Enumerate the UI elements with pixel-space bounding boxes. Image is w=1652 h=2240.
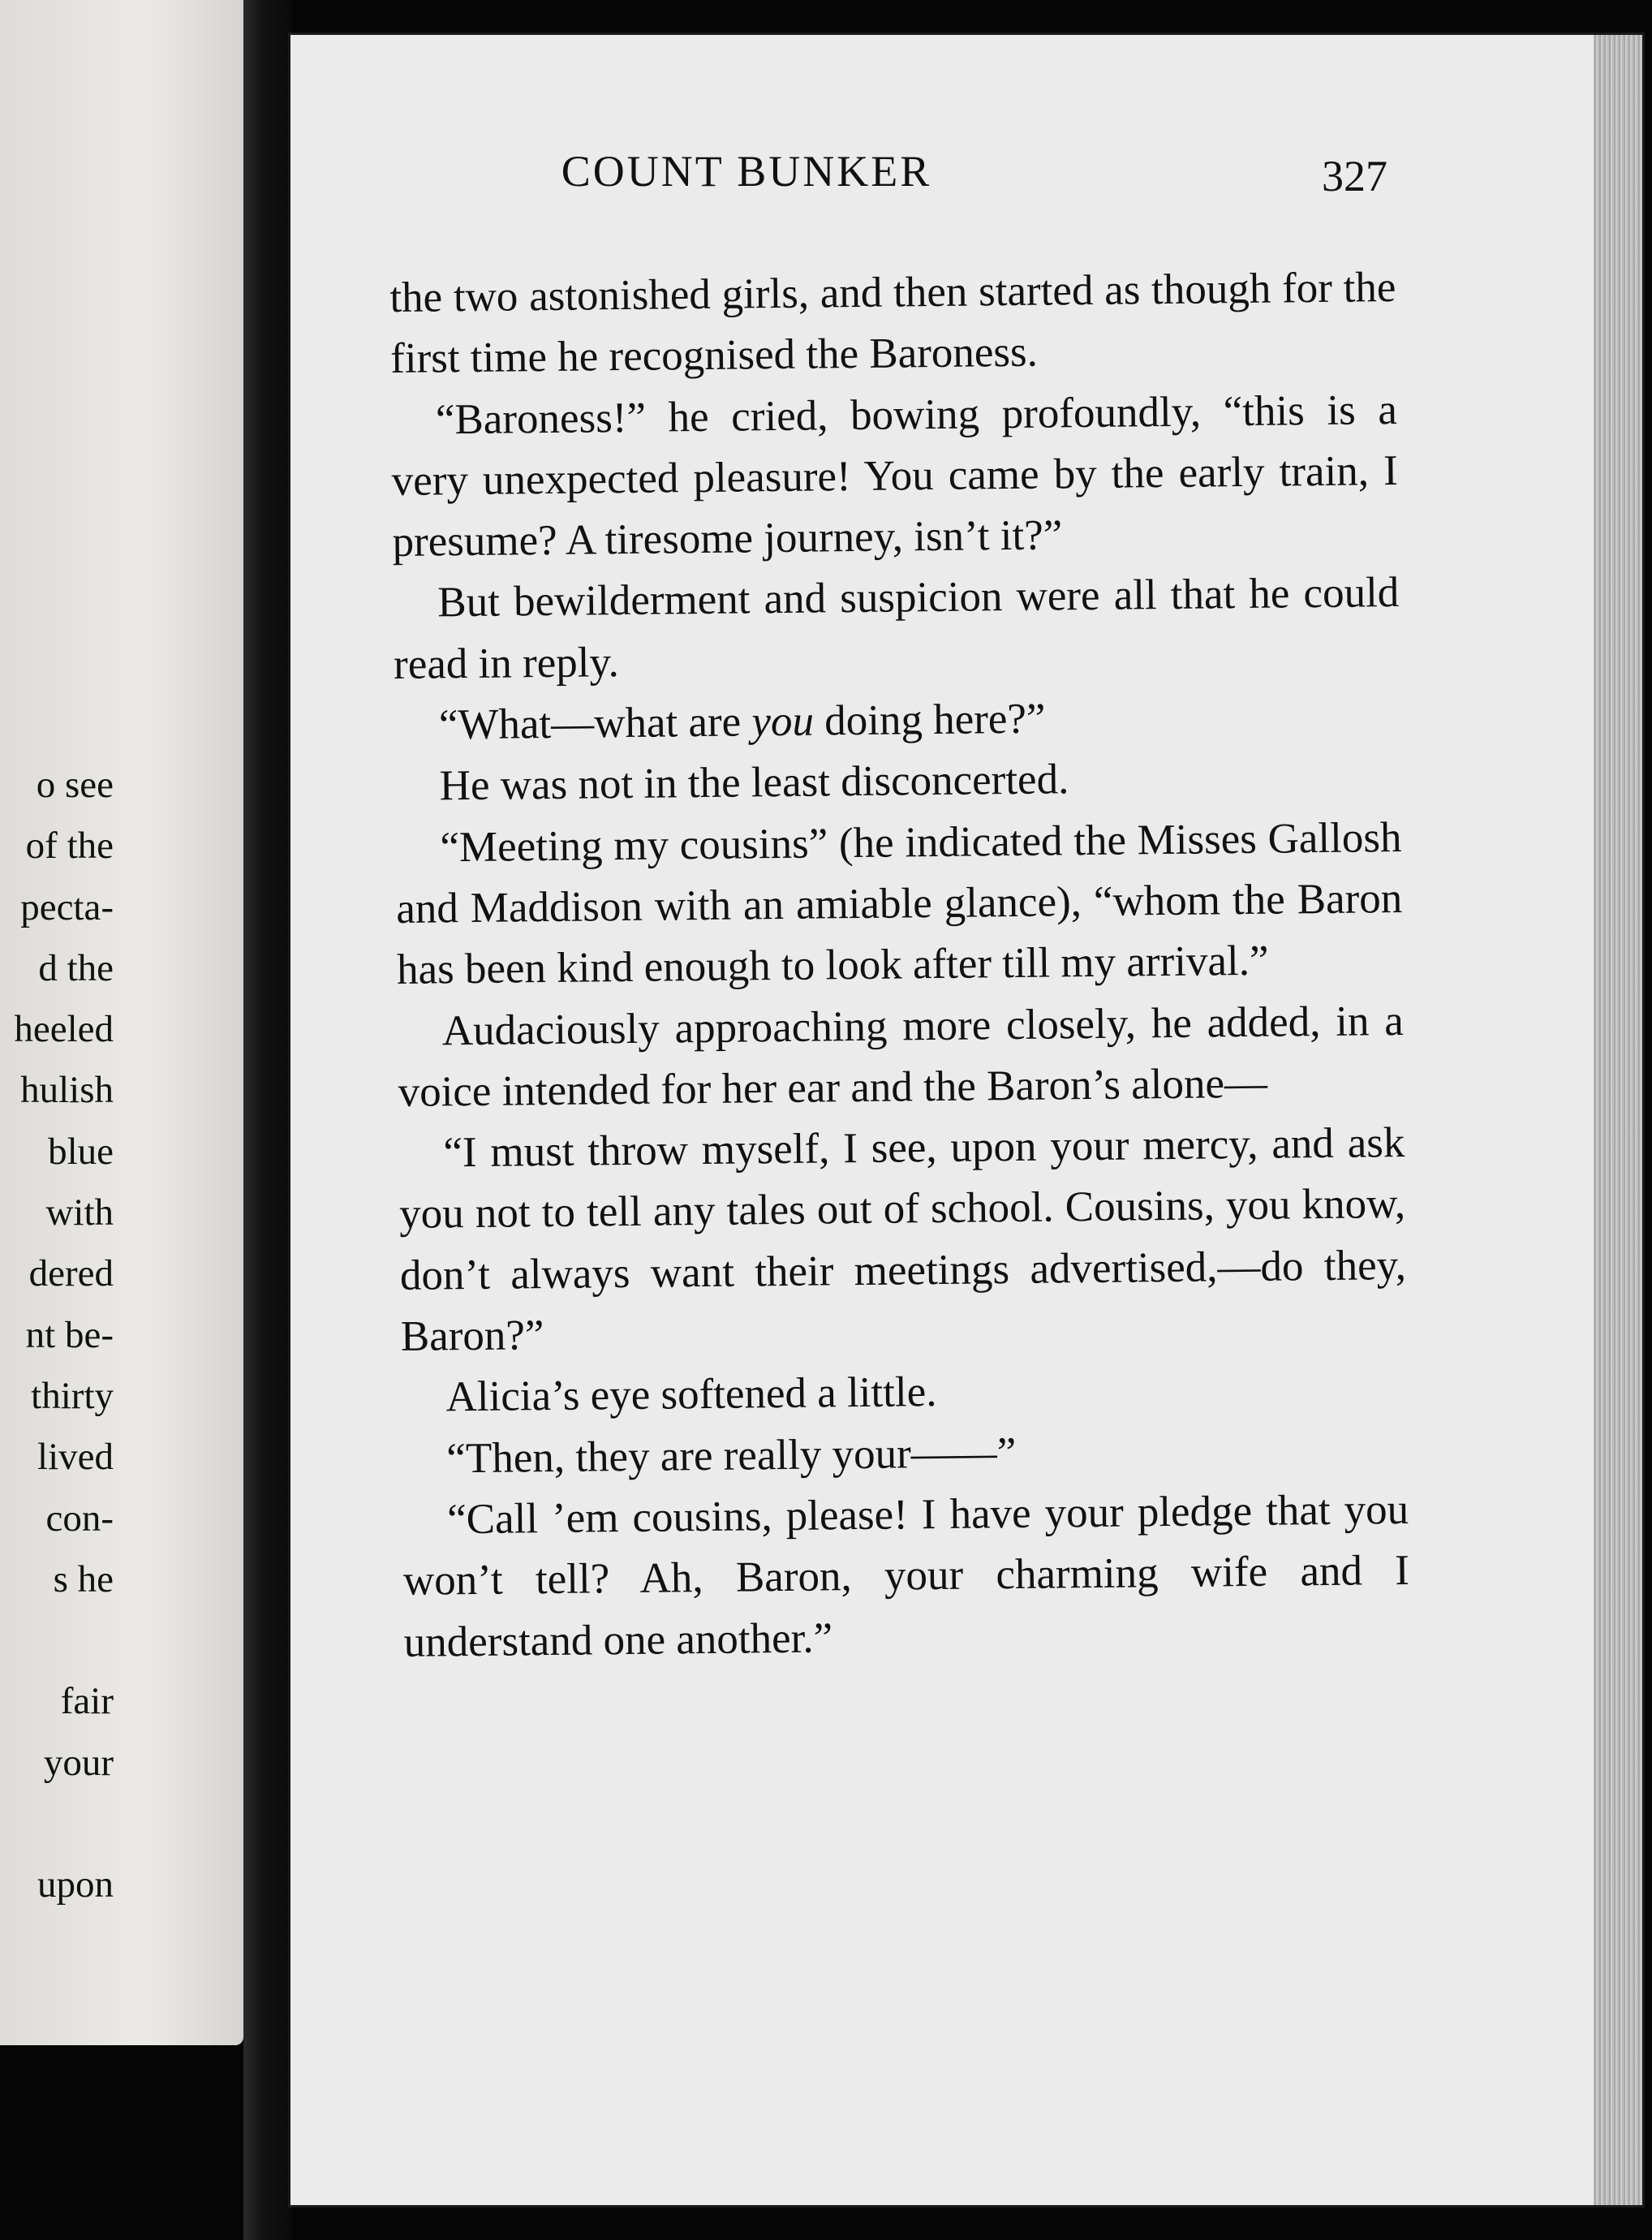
paragraph: “Call ’em cousins, please! I have your pledge that you won’t tell? Ah, Baron, your charming wife and I understand one another.” xyxy=(402,1485,1410,1666)
facing-line xyxy=(0,1610,114,1671)
facing-line: d the xyxy=(38,946,114,989)
book-gutter xyxy=(243,0,292,2240)
facing-line: pecta- xyxy=(20,885,114,928)
page-header xyxy=(381,146,1387,211)
facing-line: fair xyxy=(60,1680,114,1723)
paragraph: “Baroness!” he cried, bowing profoundly, “this is a very unexpected pleasure! You came by the early train, I presume? A tiresome journey, isn’t it?” xyxy=(391,386,1398,566)
facing-line xyxy=(0,1794,114,1854)
facing-line: o see xyxy=(36,764,114,806)
facing-line: dered xyxy=(28,1252,114,1295)
facing-line: s he xyxy=(53,1557,114,1600)
paragraph: But bewilderment and suspicion were all that he could read in reply. xyxy=(393,569,1400,688)
facing-line: of the xyxy=(25,825,114,868)
facing-line: hulish xyxy=(20,1069,114,1112)
running-head: COUNT BUNKER xyxy=(561,147,932,196)
paragraph xyxy=(394,685,1401,756)
emphasis: you xyxy=(751,697,815,746)
paragraph: “Meeting my cousins” (he indicated the Misses Gallosh and Maddison with an amiable glance), “whom the Baron has been kind enough to look after till my arrival.” xyxy=(395,813,1403,994)
paragraph-text: doing here?” xyxy=(813,695,1046,745)
facing-line: with xyxy=(45,1191,114,1234)
paragraph: “I must throw myself, I see, upon your mercy, and ask you not to tell any tales out of school. Cousins, you know, don’t always want their meetings advertised,—do they, Baron?” xyxy=(398,1119,1407,1360)
facing-line: nt be- xyxy=(25,1313,114,1356)
facing-page-text xyxy=(0,755,114,1916)
facing-line: lived xyxy=(37,1436,114,1479)
body-text xyxy=(389,257,1410,1674)
paragraph: Alicia’s eye softened a little. xyxy=(445,1368,937,1421)
page-number: 327 xyxy=(1322,152,1387,200)
facing-page xyxy=(0,0,243,2045)
paragraph: He was not in the least disconcerted. xyxy=(439,756,1069,810)
facing-line: con- xyxy=(45,1497,114,1540)
facing-line: upon xyxy=(37,1863,114,1906)
paragraph: the two astonished girls, and then started as though for the first time he recognised the Baroness. xyxy=(389,264,1396,383)
facing-line: your xyxy=(43,1741,114,1784)
page-edge xyxy=(1594,35,1642,2205)
facing-line: thirty xyxy=(31,1374,114,1417)
paragraph-text: “What—what are xyxy=(438,698,752,749)
paragraph: “Then, they are really your——” xyxy=(446,1428,1017,1482)
paragraph: Audaciously approaching more closely, he added, in a voice intended for her ear and the Baron’s alone— xyxy=(398,997,1405,1116)
facing-line: heeled xyxy=(14,1008,114,1051)
facing-line: blue xyxy=(48,1130,114,1173)
